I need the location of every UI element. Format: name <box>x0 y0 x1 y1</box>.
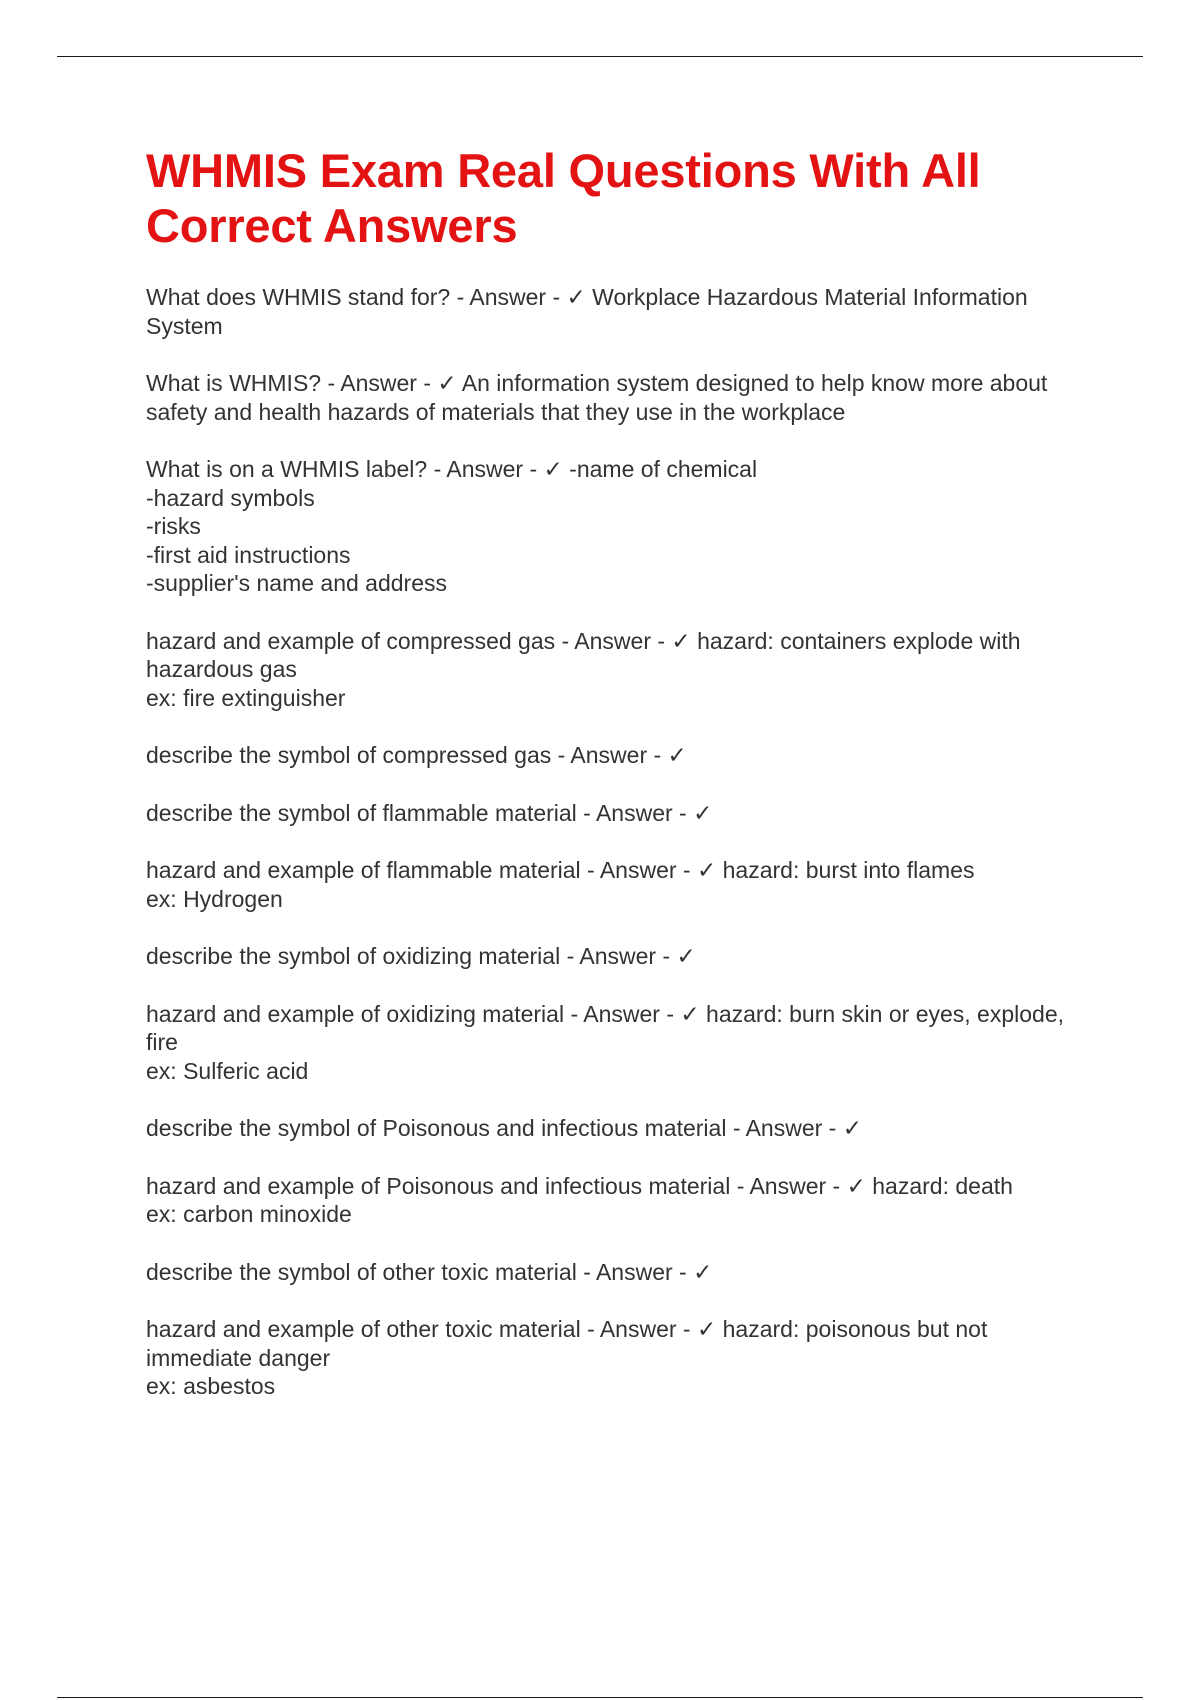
top-rule <box>57 56 1143 57</box>
qa-answer-line: ex: carbon minoxide <box>146 1201 352 1227</box>
qa-list <box>146 283 1086 1401</box>
document-body <box>146 143 1086 1430</box>
qa-item <box>146 1172 1086 1229</box>
qa-answer-line: -risks <box>146 513 201 539</box>
qa-item <box>146 283 1086 340</box>
qa-answer-line: -first aid instructions <box>146 541 351 568</box>
qa-item <box>146 1315 1086 1401</box>
qa-item <box>146 856 1086 913</box>
qa-answer-line: ex: Sulferic acid <box>146 1057 309 1084</box>
qa-question-answer: hazard and example of other toxic material - Answer - ✓ hazard: poisonous but not immediate danger <box>146 1316 994 1371</box>
document-title: WHMIS Exam Real Questions With All Correct Answers <box>146 144 981 252</box>
qa-question-answer: hazard and example of compressed gas - Answer - ✓ hazard: containers explode with hazardous gas <box>146 627 1027 682</box>
qa-question-answer: describe the symbol of Poisonous and infectious material - Answer - ✓ <box>146 1115 862 1141</box>
qa-question-answer: hazard and example of Poisonous and infectious material - Answer - ✓ hazard: death <box>146 1172 1013 1199</box>
qa-item <box>146 1258 1086 1287</box>
qa-question-answer: hazard and example of oxidizing material - Answer - ✓ hazard: burn skin or eyes, explode, fire <box>146 1000 1071 1055</box>
qa-question-answer: hazard and example of flammable material - Answer - ✓ hazard: burst into flames <box>146 857 975 883</box>
qa-item <box>146 455 1086 598</box>
qa-item <box>146 741 1086 770</box>
qa-question-answer: describe the symbol of flammable material - Answer - ✓ <box>146 799 713 826</box>
qa-answer-line: -supplier's name and address <box>146 570 447 596</box>
qa-question-answer: What does WHMIS stand for? - Answer - ✓ Workplace Hazardous Material Information System <box>146 284 1035 339</box>
qa-answer-line: ex: asbestos <box>146 1373 276 1399</box>
qa-question-answer: What is on a WHMIS label? - Answer - ✓ -name of chemical <box>146 456 758 482</box>
qa-item <box>146 942 1086 971</box>
qa-question-answer: What is WHMIS? - Answer - ✓ An information system designed to help know more about safety and health hazards of materials that they use in the workplace <box>146 370 1054 425</box>
qa-item <box>146 627 1086 713</box>
qa-item <box>146 369 1086 426</box>
bottom-rule <box>57 1697 1143 1698</box>
qa-answer-line: ex: fire extinguisher <box>146 684 346 711</box>
qa-item <box>146 1000 1086 1086</box>
qa-item <box>146 799 1086 828</box>
qa-answer-line: ex: Hydrogen <box>146 885 283 912</box>
qa-item <box>146 1114 1086 1143</box>
qa-answer-line: -hazard symbols <box>146 484 315 511</box>
qa-question-answer: describe the symbol of other toxic material - Answer - ✓ <box>146 1258 713 1285</box>
qa-question-answer: describe the symbol of compressed gas - Answer - ✓ <box>146 742 687 768</box>
qa-question-answer: describe the symbol of oxidizing material - Answer - ✓ <box>146 943 696 969</box>
